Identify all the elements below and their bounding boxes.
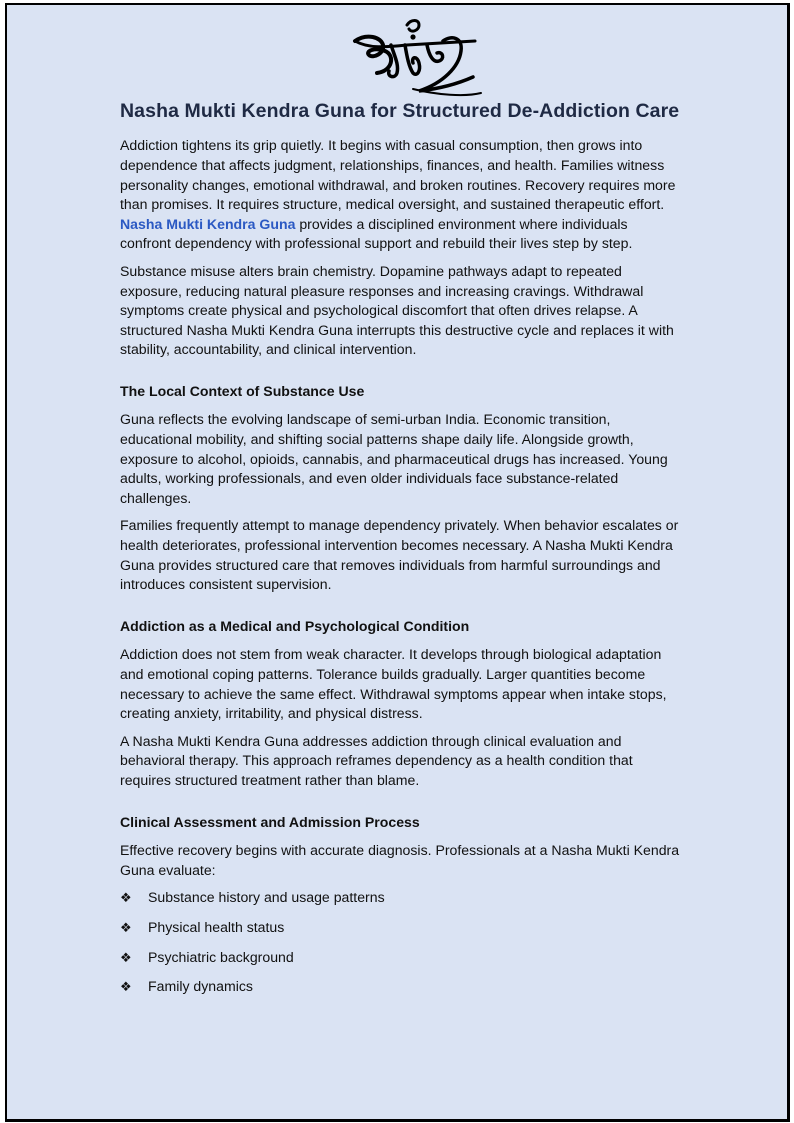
intro-paragraph-2: Substance misuse alters brain chemistry. Dopamine pathways adapt to repeated exposure, reducing natural pleasure responses and increasing cravings. Withdrawal symptoms create physical and psychological discomfort that often drives relapse. A structured Nasha Mukti Kendra Guna interrupts this destructive cycle and replaces it with stability, accountability, and clinical intervention. bbox=[120, 262, 674, 358]
page-title: Nasha Mukti Kendra Guna for Structured De-Addiction Care bbox=[120, 100, 680, 122]
clinical-assessment-paragraph: Effective recovery begins with accurate diagnosis. Professionals at a Nasha Mukti Kendra Guna evaluate: bbox=[120, 842, 680, 878]
diamond-bullet-icon: ❖ bbox=[120, 979, 132, 995]
list-item: ❖ Physical health status bbox=[120, 918, 680, 938]
assessment-list bbox=[120, 888, 680, 996]
local-context-paragraph-2: Families frequently attempt to manage dependency privately. When behavior escalates or health deteriorates, professional intervention becomes necessary. A Nasha Mukti Kendra Guna provides structured care that removes individuals from harmful surroundings and introduces consistent supervision. bbox=[120, 517, 679, 593]
medical-condition-paragraph-2: A Nasha Mukti Kendra Guna addresses addiction through clinical evaluation and behavioral therapy. This approach reframes dependency as a health condition that requires structured treatment rather than blame. bbox=[120, 732, 633, 788]
section-heading-local-context: The Local Context of Substance Use bbox=[120, 382, 365, 399]
section-heading-clinical-assessment: Clinical Assessment and Admission Process bbox=[120, 813, 420, 830]
diamond-bullet-icon: ❖ bbox=[120, 890, 132, 906]
intro-paragraph-1: Addiction tightens its grip quietly. It begins with casual consumption, then grows into dependence that affects judgment, relationships, finances, and health. Families witness personality changes, emotional withdrawal, and broken routines. Recovery requires more than promises. It requires structure, medical oversight, and sustained therapeutic effort. Nasha Mukti Kendra Guna provides a disciplined environment where individuals confront dependency with professional support and rebuild their lives step by step. bbox=[120, 137, 676, 252]
diamond-bullet-icon: ❖ bbox=[120, 949, 132, 965]
nasha-mukti-kendra-guna-link[interactable]: Nasha Mukti Kendra Guna bbox=[120, 215, 296, 232]
list-item: ❖ Substance history and usage patterns bbox=[120, 888, 680, 908]
document-page bbox=[5, 3, 790, 1122]
local-context-paragraph-1: Guna reflects the evolving landscape of semi-urban India. Economic transition, educational mobility, and shifting social patterns shape daily life. Alongside growth, exposure to alcohol, opioids, cannabis, and pharmaceutical drugs has increased. Young adults, working professionals, and even older individuals face substance-related challenges. bbox=[120, 411, 668, 506]
section-heading-medical-condition: Addiction as a Medical and Psychological Condition bbox=[120, 617, 470, 634]
list-item: ❖ Psychiatric background bbox=[120, 948, 680, 968]
diamond-bullet-icon: ❖ bbox=[120, 919, 132, 935]
article-body bbox=[120, 99, 680, 1007]
brand-calligraphy-logo bbox=[347, 11, 487, 99]
list-item: ❖ Family dynamics bbox=[120, 977, 680, 997]
medical-condition-paragraph-1: Addiction does not stem from weak character. It develops through biological adaptation and emotional coping patterns. Tolerance builds gradually. Larger quantities become necessary to achieve the same effect. Withdrawal symptoms appear when intake stops, creating anxiety, irritability, and physical distress. bbox=[120, 646, 667, 722]
